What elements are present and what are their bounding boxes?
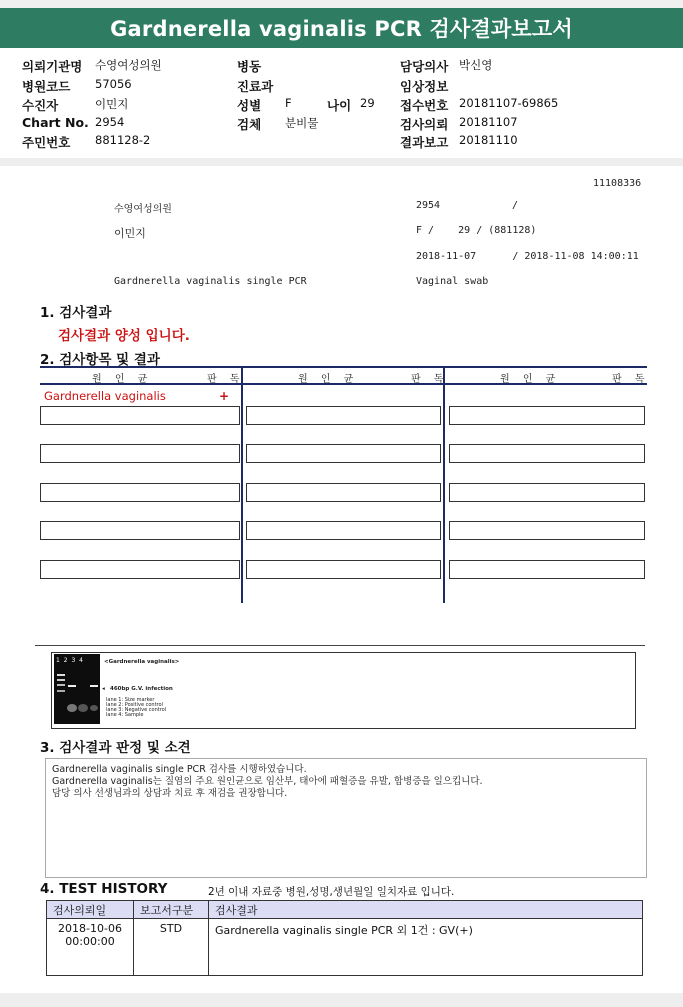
institution-label: 의뢰기관명 [22,59,83,74]
result-summary: 검사결과 양성 입니다. [58,328,190,344]
recipient-label: 수진자 [22,98,59,113]
history-table [46,900,643,976]
raw-name: 이민지 [114,227,146,240]
gel-bands-graphic [54,654,100,724]
result-cell [449,444,645,463]
section4-title: 4. TEST HISTORY [40,881,168,897]
result-cell [246,444,441,463]
result-cell [40,483,240,502]
raw-specimen: Vaginal swab [416,276,489,287]
col3-judgement-header: 판 독 [612,374,650,385]
result-cell [40,406,240,425]
history-col-date: 검사의뢰일 [47,901,134,919]
grid-top-rule [40,366,647,368]
result-cell [246,483,441,502]
gel-legend-4: lane 4: Sample [106,712,144,718]
col2-judgement-header: 판 독 [411,374,449,385]
order-code: 11108336 [593,178,642,189]
gel-electrophoresis-image [54,654,100,724]
gel-legend-3: lane 3: Negative control [106,707,167,713]
opinion-line-3: 담당 의사 선생님과의 상담과 치료 후 재검을 권장합니다. [52,788,288,799]
result-cell [246,406,441,425]
sex-value: F [285,96,292,110]
section2-title: 2. 검사항목 및 결과 [40,352,160,368]
history-note: 2년 이내 자료중 병원,성명,생년월일 일치자료 입니다. [208,886,455,898]
resident-no-value: 881128-2 [95,133,151,147]
report-title: Gardnerella vaginalis PCR 검사결과보고서 [0,8,683,48]
divider-line [35,645,645,646]
organism-name: Gardnerella vaginalis [44,389,166,403]
result-cell [40,444,240,463]
receipt-value: 20181107-69865 [459,96,559,110]
raw-chart-slash: / [512,200,519,211]
gel-caption: <Gardnerella vaginalis> [104,659,180,665]
result-cell [40,560,240,579]
result-cell [449,521,645,540]
request-date: 20181107 [459,115,518,129]
history-col-result: 검사결과 [209,901,643,919]
sex-label: 성별 [237,98,262,113]
result-cell [40,521,240,540]
doctor-label: 담당의사 [400,59,449,74]
raw-test-name: Gardnerella vaginalis single PCR [114,276,307,287]
ward-label: 병동 [237,59,262,74]
gel-band-label: 460bp G.V. infection [110,686,173,692]
col1-judgement-header: 판 독 [207,374,245,385]
history-date-cell [47,919,134,976]
specimen-label: 검체 [237,117,262,132]
col1-organism-header: 원 인 균 [92,374,153,385]
age-value: 29 [360,96,375,110]
history-header-row [47,901,643,919]
result-cell [246,560,441,579]
gel-legend-2: lane 2: Positive control [106,702,163,708]
recipient-value: 이민지 [95,97,129,111]
age-label: 나이 [327,98,352,113]
hospital-code-value: 57056 [95,77,132,91]
grid-divider-1 [241,366,243,603]
department-label: 진료과 [237,79,274,94]
opinion-line-1: Gardnerella vaginalis single PCR 검사를 시행하였습니다. [52,764,307,775]
result-cell [449,560,645,579]
history-col-type: 보고서구분 [134,901,209,919]
raw-dates: 2018-11-07 / 2018-11-08 14:00:11 [416,251,639,262]
hospital-code-label: 병원코드 [22,79,71,94]
gel-legend-1: lane 1: Size marker [106,697,155,703]
raw-institution: 수영여성의원 [114,204,172,215]
grid-divider-2 [443,366,445,603]
history-result: Gardnerella vaginalis single PCR 외 1건 : GV(+) [209,919,643,976]
history-row [47,919,643,976]
result-cell [246,521,441,540]
report-label: 결과보고 [400,135,449,150]
resident-no-label: 주민번호 [22,135,71,150]
report-date: 20181110 [459,133,518,147]
opinion-line-2: Gardnerella vaginalis는 질염의 주요 원인균으로 임산부, 태아에 패혈증을 유발, 합병증을 일으킵니다. [52,776,483,787]
section1-title: 1. 검사결과 [40,305,112,321]
gel-lane-numbers: 1 2 3 4 [56,657,84,664]
result-cell [449,483,645,502]
request-label: 검사의뢰 [400,117,449,132]
gel-arrow-icon: ◂ [102,686,105,692]
history-time: 00:00:00 [65,935,115,948]
institution-value: 수영여성의원 [95,58,162,72]
clinical-label: 임상정보 [400,79,449,94]
section-separator [0,158,683,166]
chart-no-value: 2954 [95,115,125,129]
organism-judgement: + [219,389,230,403]
specimen-value: 분비물 [285,116,319,130]
history-type: STD [134,919,209,976]
result-cell [449,406,645,425]
doctor-value: 박신영 [459,58,493,72]
receipt-label: 접수번호 [400,98,449,113]
raw-chart: 2954 [416,200,441,211]
chart-no-label: Chart No. [22,115,89,130]
history-date: 2018-10-06 [58,922,122,935]
section3-title: 3. 검사결과 판정 및 소견 [40,740,191,756]
col3-organism-header: 원 인 균 [500,374,561,385]
col2-organism-header: 원 인 균 [298,374,359,385]
raw-sex-age: F / 29 / (881128) [416,225,537,236]
bottom-strip [0,993,683,1007]
